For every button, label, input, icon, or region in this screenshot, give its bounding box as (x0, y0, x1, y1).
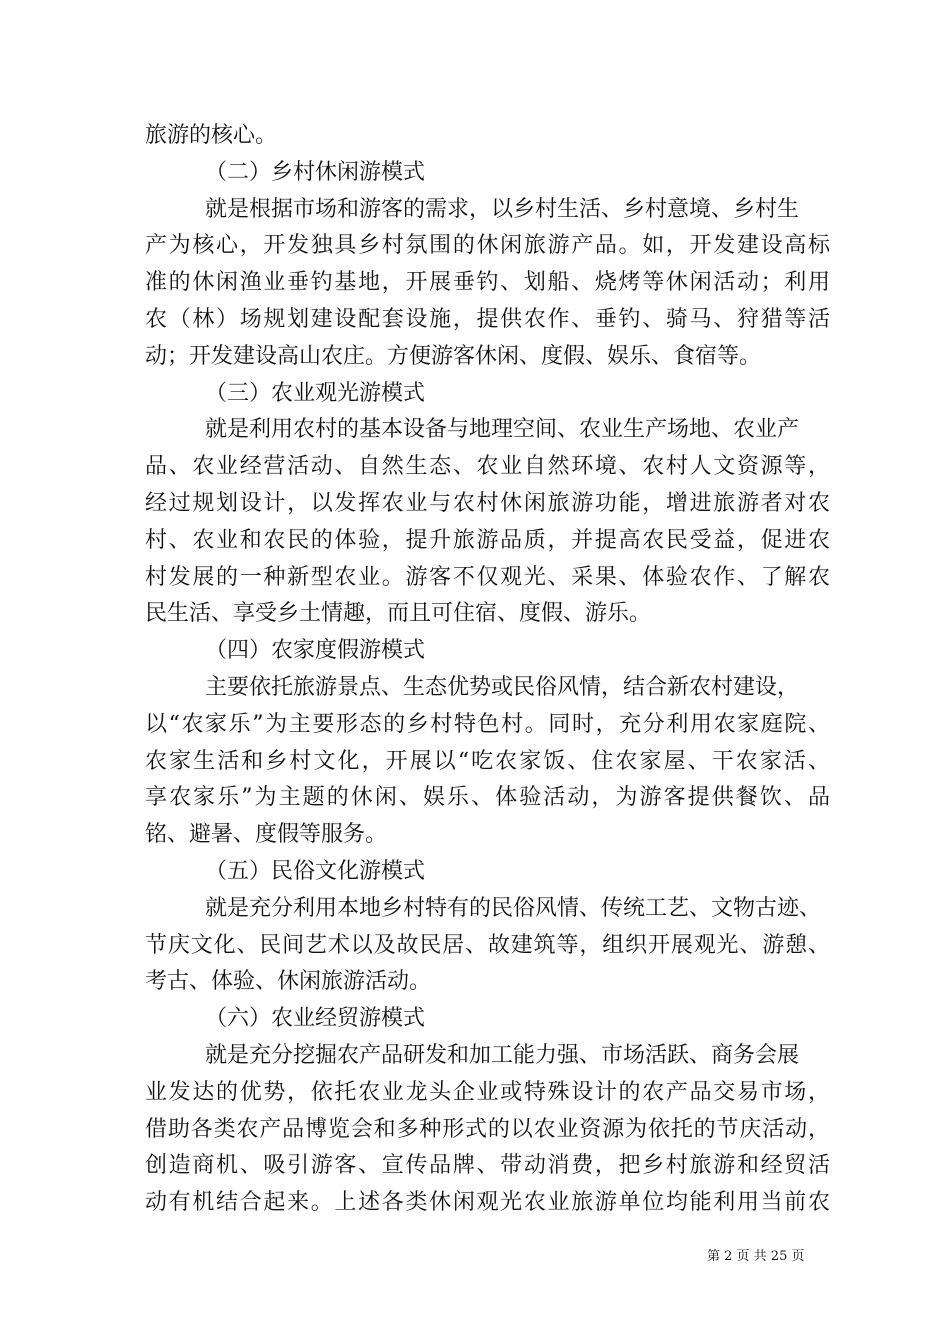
text-line: 就是充分挖掘农产品研发和加工能力强、市场活跃、商务会展 (205, 1042, 800, 1068)
text-line: 村、农业和农民的体验，提升旅游品质，并提高农民受益，促进农 (145, 527, 830, 553)
text-line: 考古、体验、休闲旅游活动。 (145, 969, 432, 995)
text-line: 业发达的优势，依托农业龙头企业或特殊设计的农产品交易市场， (145, 1079, 830, 1105)
text-line: 品、农业经营活动、自然生态、农业自然环境、农村人文资源等， (145, 454, 830, 480)
text-line: 经过规划设计，以发挥农业与农村休闲旅游功能，增进旅游者对农 (145, 490, 830, 516)
text-line: 动有机结合起来。上述各类休闲观光农业旅游单位均能利用当前农 (145, 1190, 830, 1216)
text-line: 创造商机、吸引游客、宣传品牌、带动消费，把乡村旅游和经贸活 (145, 1153, 830, 1179)
text-line: 准的休闲渔业垂钓基地，开展垂钓、划船、烧烤等休闲活动；利用 (145, 270, 830, 296)
text-line: 民生活、享受乡土情趣，而且可住宿、度假、游乐。 (145, 601, 652, 627)
page-number: 第 2 页 共 25 页 (707, 1249, 805, 1264)
section-heading: （三）农业观光游模式 (205, 380, 426, 406)
text-line: 以“农家乐”为主要形态的乡村特色村。同时，充分利用农家庭院、 (145, 711, 830, 737)
text-line: 就是利用农村的基本设备与地理空间、农业生产场地、农业产 (205, 417, 800, 443)
section-heading: （四）农家度假游模式 (205, 638, 426, 664)
text-line: 旅游的核心。 (145, 123, 278, 148)
text-line: 动；开发建设高山农庄。方便游客休闲、度假、娱乐、食宿等。 (145, 343, 762, 369)
text-line: 主要依托旅游景点、生态优势或民俗风情，结合新农村建设， (205, 674, 800, 700)
section-heading: （二）乡村休闲游模式 (205, 159, 426, 185)
text-line: 铭、避暑、度假等服务。 (145, 822, 388, 848)
document-body (145, 118, 830, 1222)
text-line: 产为核心，开发独具乡村氛围的休闲旅游产品。如，开发建设高标 (145, 233, 830, 259)
text-line: 就是根据市场和游客的需求，以乡村生活、乡村意境、乡村生 (205, 196, 800, 222)
text-line: 农（林）场规划建设配套设施，提供农作、垂钓、骑马、狩猎等活 (145, 306, 830, 332)
text-line: 村发展的一种新型农业。游客不仅观光、采果、体验农作、了解农 (145, 564, 830, 590)
text-line: 享农家乐”为主题的休闲、娱乐、体验活动，为游客提供餐饮、品 (145, 785, 830, 811)
text-line: 节庆文化、民间艺术以及故民居、故建筑等，组织开展观光、游憩、 (145, 932, 830, 958)
text-line: 借助各类农产品博览会和多种形式的以农业资源为依托的节庆活动， (145, 1116, 830, 1142)
text-line: 农家生活和乡村文化，开展以“吃农家饭、住农家屋、干农家活、 (145, 748, 830, 774)
section-heading: （六）农业经贸游模式 (205, 1006, 426, 1032)
text-line: 就是充分利用本地乡村特有的民俗风情、传统工艺、文物古迹、 (205, 895, 822, 921)
section-heading: （五）民俗文化游模式 (205, 858, 426, 884)
